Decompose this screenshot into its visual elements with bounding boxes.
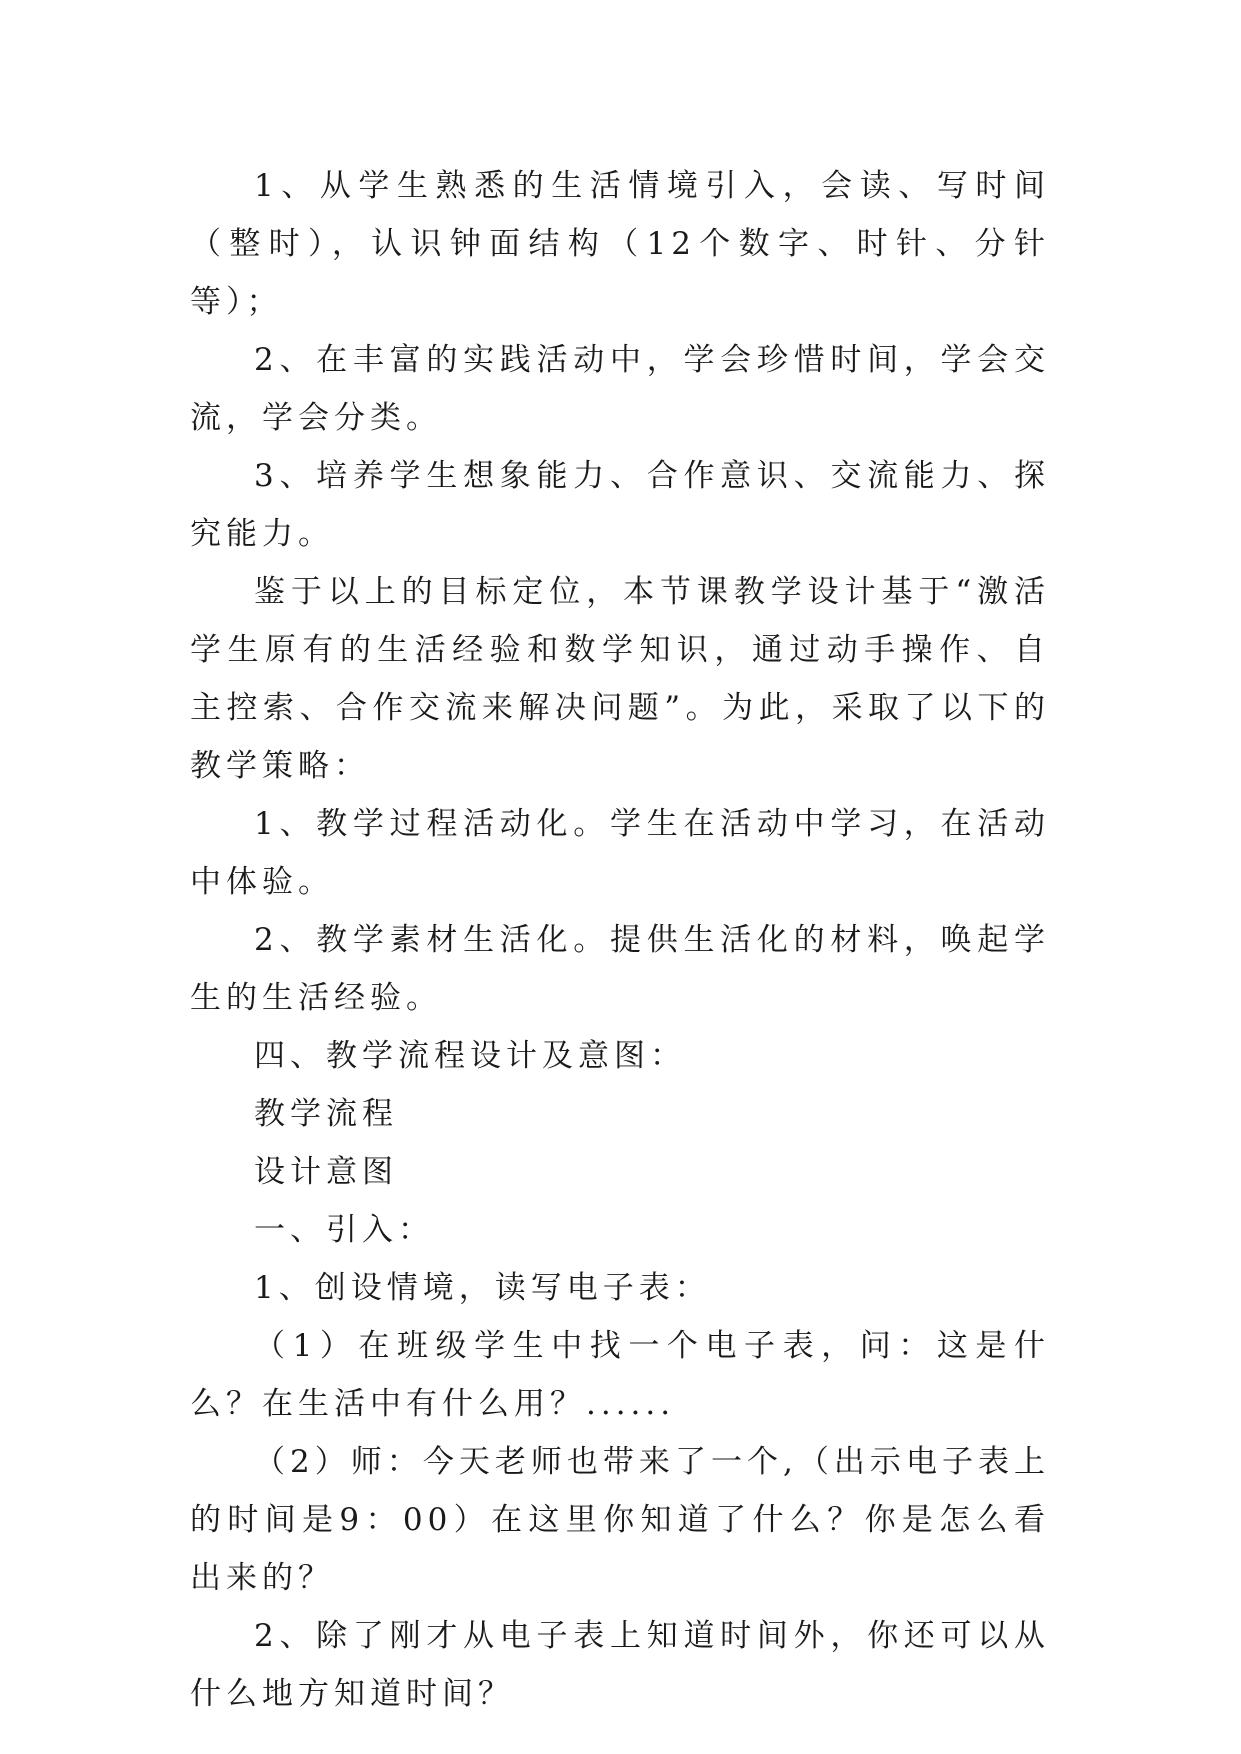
step-2: 2、除了刚才从电子表上知道时间外，你还可以从什么地方知道时间？ <box>190 1618 1050 1712</box>
section-heading-introduction: 一、引入： <box>254 1212 434 1248</box>
section-heading-4: 四、教学流程设计及意图： <box>254 1038 686 1074</box>
step-1-sub-2: （2）师：今天老师也带来了一个,（出示电子表上的时间是9：00）在这里你知道了什么？你是怎么看出来的？ <box>190 1444 1050 1596</box>
strategy-intro: 鉴于以上的目标定位，本节课教学设计基于“激活学生原有的生活经验和数学知识，通过动手操作、自主控索、合作交流来解决问题”。为此，采取了以下的教学策略： <box>190 574 1050 784</box>
objective-1: 1、从学生熟悉的生活情境引入，会读、写时间（整时），认识钟面结构（12个数字、时针、分针等）； <box>190 168 1050 320</box>
strategy-1: 1、教学过程活动化。学生在活动中学习，在活动中体验。 <box>190 806 1050 900</box>
objective-2: 2、在丰富的实践活动中，学会珍惜时间，学会交流，学会分类。 <box>190 342 1050 436</box>
step-1-sub-1: （1）在班级学生中找一个电子表，问：这是什么？在生活中有什么用？...... <box>190 1328 1050 1422</box>
label-teaching-flow: 教学流程 <box>254 1096 398 1132</box>
label-design-intent: 设计意图 <box>254 1154 398 1190</box>
step-1: 1、创设情境，读写电子表： <box>254 1270 711 1306</box>
document-body <box>190 157 1050 1723</box>
strategy-2: 2、教学素材生活化。提供生活化的材料，唤起学生的生活经验。 <box>190 922 1050 1016</box>
objective-3: 3、培养学生想象能力、合作意识、交流能力、探究能力。 <box>190 458 1050 552</box>
